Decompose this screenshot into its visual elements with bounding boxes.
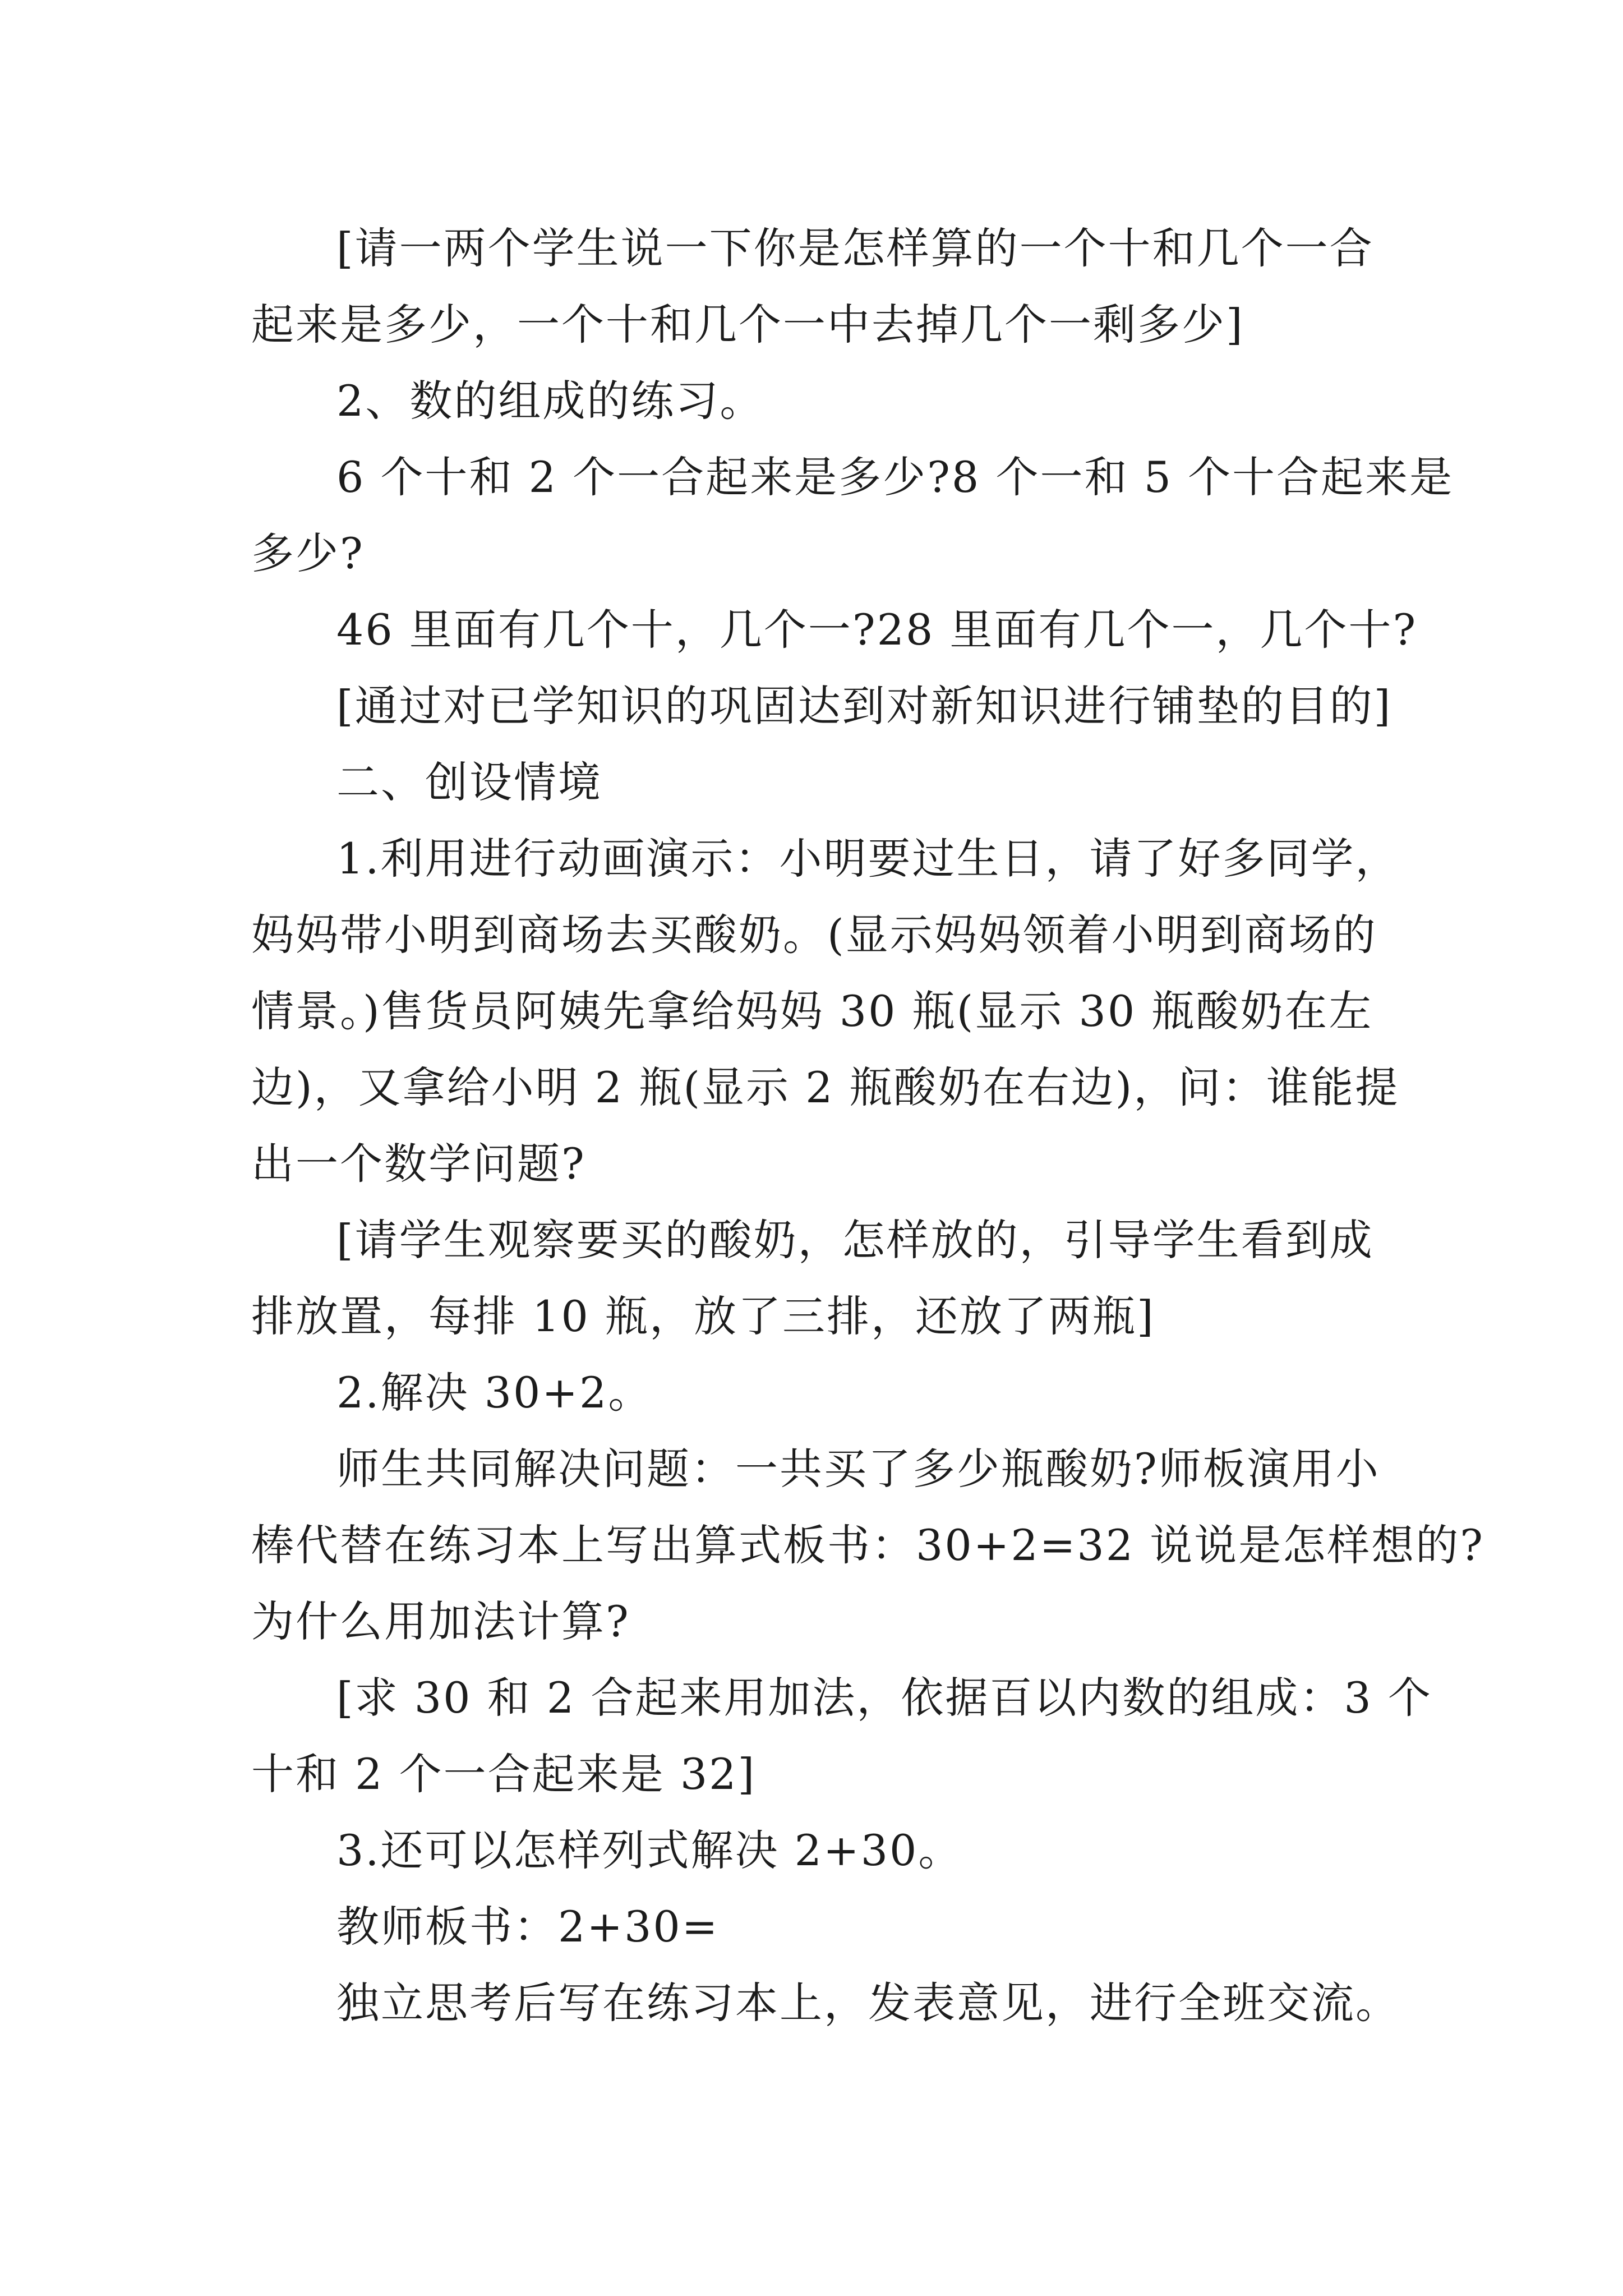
document-body bbox=[251, 210, 1485, 2041]
text-line: 师生共同解决问题：一共买了多少瓶酸奶?师板演用小 bbox=[336, 1444, 1380, 1494]
text-line: [通过对已学知识的巩固达到对新知识进行铺垫的目的] bbox=[336, 681, 1393, 731]
text-line: [请一两个学生说一下你是怎样算的一个十和几个一合 bbox=[336, 223, 1374, 273]
text-line: 起来是多少，一个十和几个一中去掉几个一剩多少] bbox=[251, 300, 1244, 349]
section-heading: 二、创设情境 bbox=[336, 757, 602, 807]
text-line: 2、数的组成的练习。 bbox=[336, 376, 764, 426]
text-line: [求 30 和 2 合起来用加法，依据百以内数的组成：3 个 bbox=[336, 1673, 1432, 1723]
text-line: 情景。)售货员阿姨先拿给妈妈 30 瓶(显示 30 瓶酸奶在左 bbox=[251, 986, 1373, 1036]
text-line: 独立思考后写在练习本上，发表意见，进行全班交流。 bbox=[336, 1978, 1400, 2028]
text-line: 妈妈带小明到商场去买酸奶。(显示妈妈领着小明到商场的 bbox=[251, 910, 1377, 960]
text-line: 边)，又拿给小明 2 瓶(显示 2 瓶酸奶在右边)，问：谁能提 bbox=[251, 1062, 1400, 1112]
text-line: 为什么用加法计算? bbox=[251, 1596, 630, 1646]
text-line: 出一个数学问题? bbox=[251, 1139, 586, 1189]
text-line: 棒代替在练习本上写出算式板书：30+2=32 说说是怎样想的? bbox=[251, 1520, 1485, 1570]
text-line: 3.还可以怎样列式解决 2+30。 bbox=[336, 1825, 963, 1875]
text-line: [请学生观察要买的酸奶，怎样放的，引导学生看到成 bbox=[336, 1215, 1374, 1265]
text-line: 多少? bbox=[251, 528, 365, 578]
text-line: 教师板书：2+30= bbox=[336, 1902, 720, 1952]
text-line: 2.解决 30+2。 bbox=[336, 1368, 653, 1418]
text-line: 46 里面有几个十，几个一?28 里面有几个一，几个十? bbox=[336, 605, 1418, 655]
text-line: 6 个十和 2 个一合起来是多少?8 个一和 5 个十合起来是 bbox=[336, 452, 1454, 502]
text-line: 1.利用进行动画演示：小明要过生日，请了好多同学， bbox=[336, 834, 1400, 884]
text-line: 十和 2 个一合起来是 32] bbox=[251, 1749, 757, 1799]
text-line: 排放置，每排 10 瓶，放了三排，还放了两瓶] bbox=[251, 1291, 1155, 1341]
